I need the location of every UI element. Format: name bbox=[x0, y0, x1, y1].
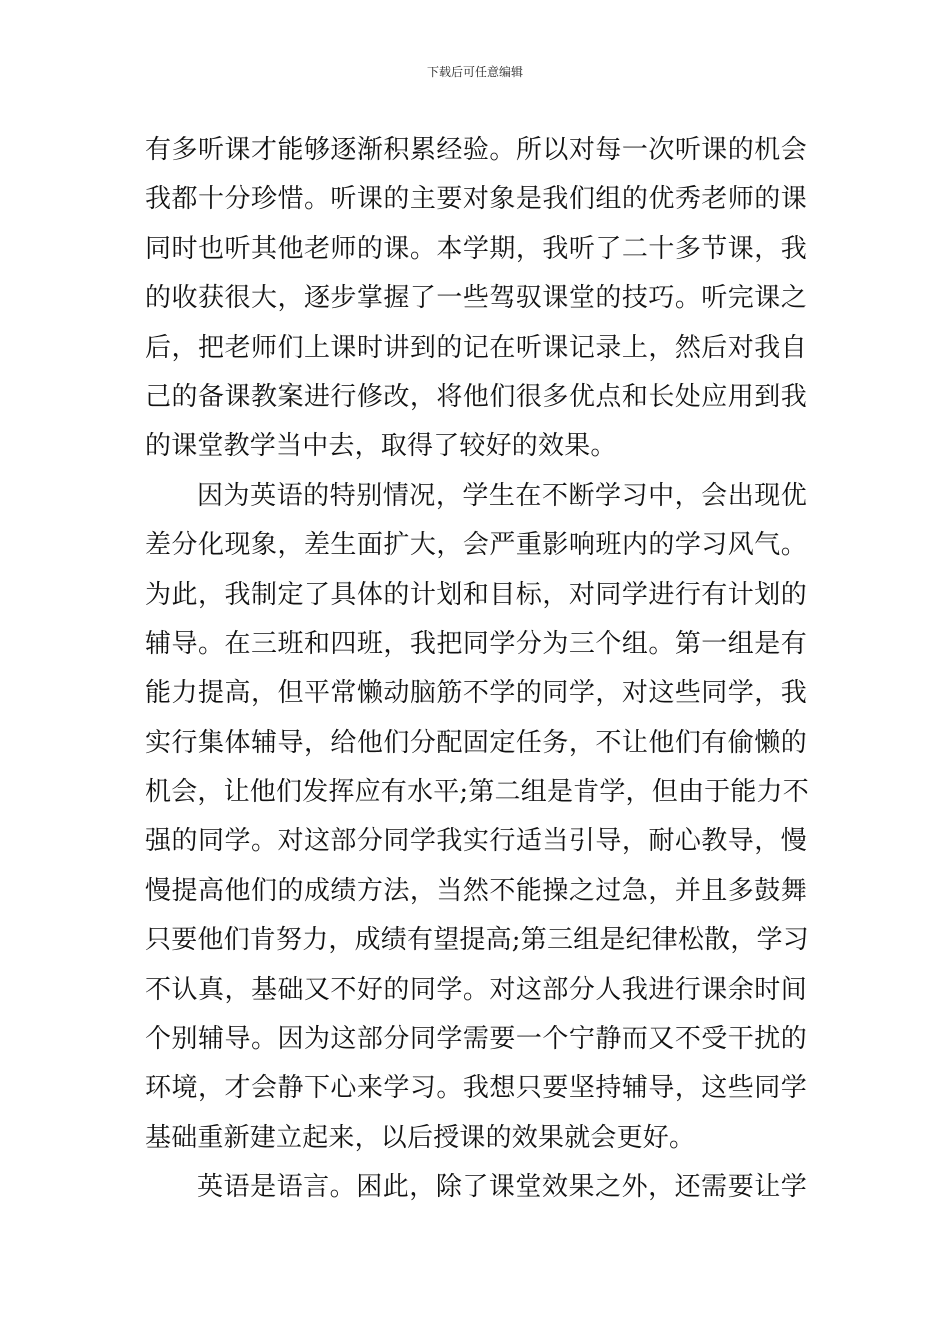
text-line: 的收获很大，逐步掌握了一些驾驭课堂的技巧。听完课之 bbox=[145, 283, 807, 314]
page-header: 下载后可任意编辑 bbox=[426, 65, 523, 79]
text-line: 个别辅导。因为这部分同学需要一个宁静而又不受干扰的 bbox=[145, 1024, 807, 1055]
text-line: 有多听课才能够逐渐积累经验。所以对每一次听课的机会 bbox=[145, 135, 807, 165]
text-line: 后，把老师们上课时讲到的记在听课记录上，然后对我自 bbox=[145, 332, 807, 363]
text-line: 慢提高他们的成绩方法，当然不能操之过急，并且多鼓舞 bbox=[145, 875, 807, 906]
text-line: 强的同学。对这部分同学我实行适当引导，耐心教导，慢 bbox=[145, 826, 807, 857]
text-line: 我都十分珍惜。听课的主要对象是我们组的优秀老师的课 bbox=[145, 184, 807, 215]
text-line: 机会，让他们发挥应有水平;第二组是肯学，但由于能力不 bbox=[145, 777, 809, 808]
text-line: 的课堂教学当中去，取得了较好的效果。 bbox=[145, 431, 617, 462]
text-line: 基础重新建立起来，以后授课的效果就会更好。 bbox=[145, 1122, 696, 1153]
text-line: 同时也听其他老师的课。本学期，我听了二十多节课，我 bbox=[145, 233, 807, 264]
text-line: 辅导。在三班和四班，我把同学分为三个组。第一组是有 bbox=[145, 628, 807, 659]
text-line: 只要他们肯努力，成绩有望提高;第三组是纪律松散，学习 bbox=[145, 925, 809, 956]
text-line: 不认真，基础又不好的同学。对这部分人我进行课余时间 bbox=[145, 974, 807, 1005]
paragraph-start-line: 因为英语的特别情况，学生在不断学习中，会出现优 bbox=[197, 480, 807, 511]
text-line: 环境，才会静下心来学习。我想只要坚持辅导，这些同学 bbox=[145, 1073, 807, 1104]
text-line: 为此，我制定了具体的计划和目标，对同学进行有计划的 bbox=[145, 579, 807, 610]
document-body bbox=[145, 126, 807, 1213]
text-line: 实行集体辅导，给他们分配固定任务，不让他们有偷懒的 bbox=[145, 727, 807, 758]
text-line: 能力提高，但平常懒动脑筋不学的同学，对这些同学，我 bbox=[145, 678, 807, 709]
paragraph-start-line: 英语是语言。困此，除了课堂效果之外，还需要让学 bbox=[197, 1172, 807, 1203]
text-line: 差分化现象，差生面扩大，会严重影响班内的学习风气。 bbox=[145, 530, 807, 561]
text-line: 己的备课教案进行修改，将他们很多优点和长处应用到我 bbox=[145, 381, 807, 412]
